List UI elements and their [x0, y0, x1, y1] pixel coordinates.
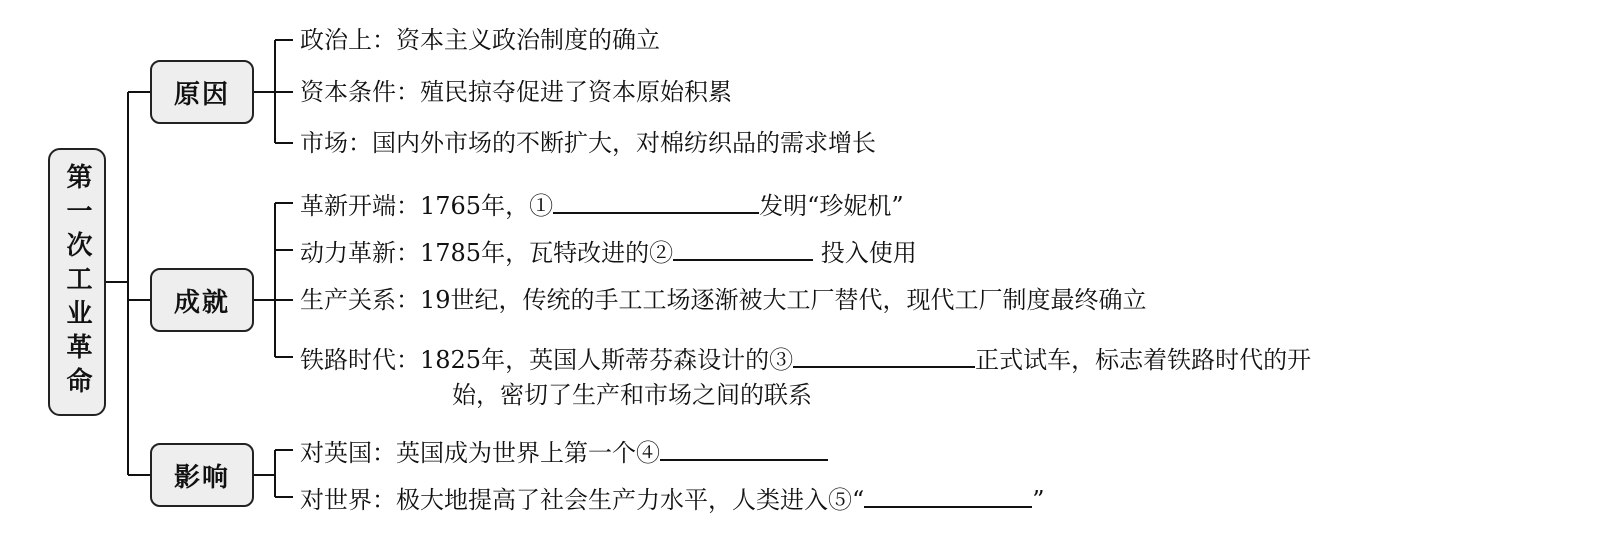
cause-capital: 资本条件：殖民掠夺促进了资本原始积累: [300, 78, 732, 106]
category-causes: 原因: [150, 60, 254, 124]
root-node: [48, 148, 106, 416]
achievement-railway: [300, 342, 1311, 375]
blank-1: [553, 188, 759, 214]
cause-politics: 政治上：资本主义政治制度的确立: [300, 26, 660, 54]
achievement-power-suffix: 投入使用: [820, 239, 917, 267]
achievement-start-suffix: 发明“珍妮机”: [759, 192, 904, 220]
blank-5: [864, 482, 1032, 508]
cause-market: 市场：国内外市场的不断扩大，对棉纺织品的需求增长: [300, 129, 876, 157]
blank-3: [793, 342, 975, 368]
impact-britain-text: 对英国：英国成为世界上第一个④: [300, 439, 660, 467]
blank-4: [660, 435, 828, 461]
category-achievements: 成就: [150, 268, 254, 332]
achievement-power-text: 动力革新：1785年，瓦特改进的②: [300, 239, 674, 267]
impact-world-text: 对世界：极大地提高了社会生产力水平，人类进入⑤“: [300, 486, 865, 514]
achievement-power: [300, 235, 917, 268]
achievement-railway-continued: 始，密切了生产和市场之间的联系: [452, 381, 812, 409]
impact-world: [300, 482, 1045, 515]
achievement-railway-text: 铁路时代：1825年，英国人斯蒂芬森设计的③: [300, 346, 794, 374]
achievement-railway-suffix: 正式试车，标志着铁路时代的开: [975, 346, 1312, 374]
root-title: 第一次工业革命: [62, 163, 92, 401]
impact-world-suffix: ”: [1032, 486, 1045, 514]
blank-2: [673, 235, 813, 261]
impact-britain: [300, 435, 828, 468]
achievement-start-text: 革新开端：1765年，①: [300, 192, 554, 220]
achievement-start: [300, 188, 904, 221]
achievement-relations: 生产关系：19世纪，传统的手工工场逐渐被大工厂替代，现代工厂制度最终确立: [300, 286, 1147, 314]
category-impact: 影响: [150, 443, 254, 507]
